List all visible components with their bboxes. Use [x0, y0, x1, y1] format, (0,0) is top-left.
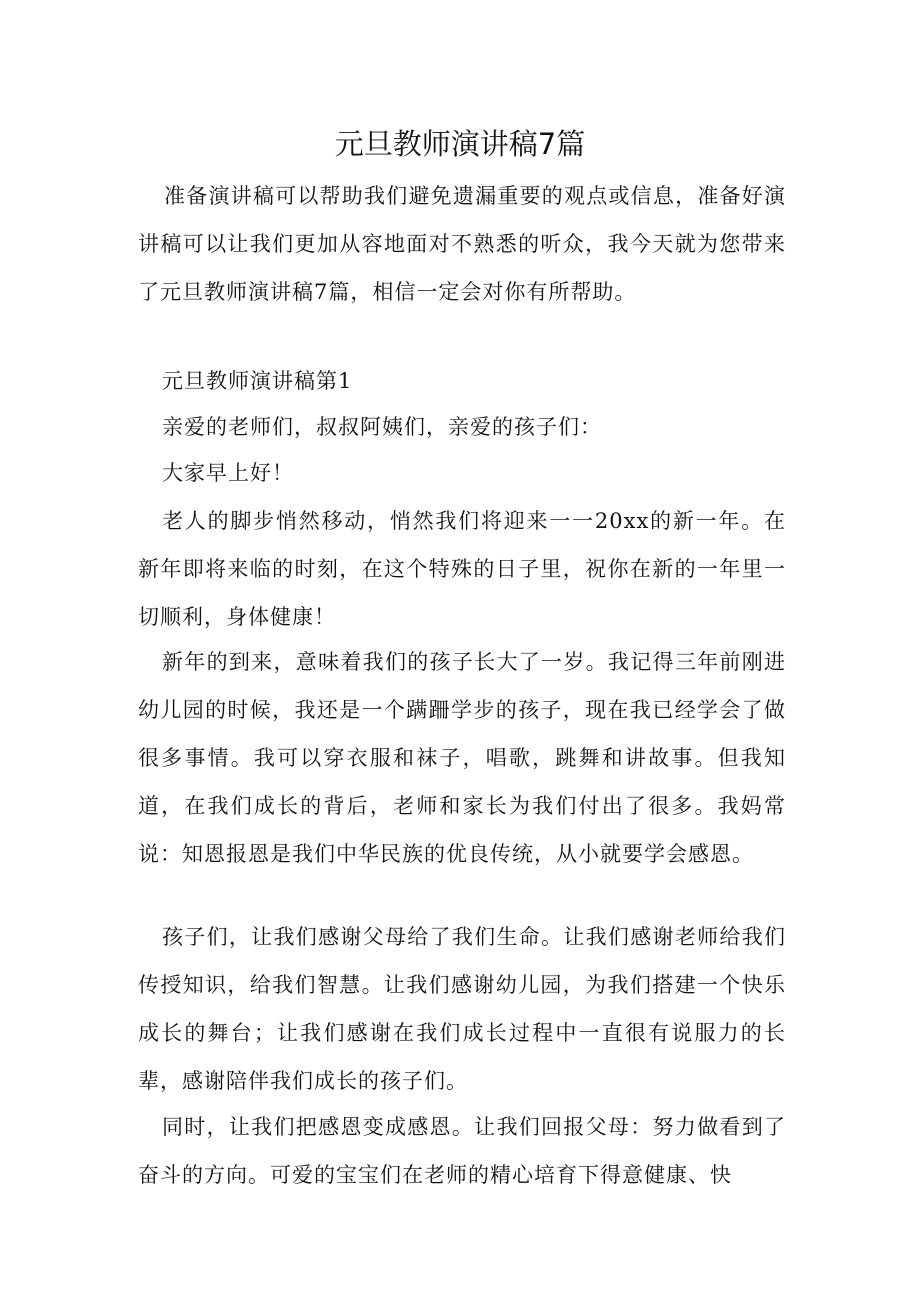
- document-title: 元旦教师演讲稿7篇: [334, 127, 586, 161]
- salutation: 亲爱的老师们，叔叔阿姨们，亲爱的孩子们：: [162, 415, 602, 439]
- greeting: 大家早上好！: [162, 461, 294, 485]
- body-paragraph-4: 同时，让我们把感恩变成感恩。让我们回报父母：努力做看到了奋斗的方向。可爱的宝宝们在老师的精心培育下得意健康、快: [138, 1115, 786, 1187]
- body-paragraph-2: 新年的到来，意味着我们的孩子长大了一岁。我记得三年前刚进幼儿园的时候，我还是一个蹒跚学步的孩子，现在我已经学会了做很多事情。我可以穿衣服和袜子，唱歌，跳舞和讲故事。但我知道，在我们成长的背后，老师和家长为我们付出了很多。我妈常说：知恩报恩是我们中华民族的优良传统，从小就要学会感恩。: [138, 650, 786, 866]
- body-paragraph-1: 老人的脚步悄然移动，悄然我们将迎来一一20xx的新一年。在新年即将来临的时刻，在这个特殊的日子里，祝你在新的一年里一切顺利，身体健康！: [138, 509, 786, 629]
- intro-paragraph: 准备演讲稿可以帮助我们避免遗漏重要的观点或信息，准备好演讲稿可以让我们更加从容地面对不熟悉的听众，我今天就为您带来了元旦教师演讲稿7篇，相信一定会对你有所帮助。: [138, 184, 786, 304]
- body-paragraph-3: 孩子们，让我们感谢父母给了我们生命。让我们感谢老师给我们传授知识，给我们智慧。让我们感谢幼儿园，为我们搭建一个快乐成长的舞台；让我们感谢在我们成长过程中一直很有说服力的长辈，感谢陪伴我们成长的孩子们。: [138, 925, 786, 1093]
- section-heading: 元旦教师演讲稿第1: [162, 369, 353, 393]
